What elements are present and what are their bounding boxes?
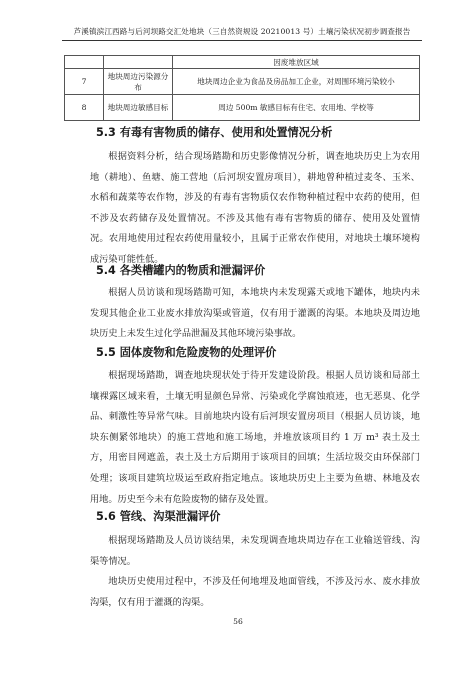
table-cell-desc: 地块周边企业为食品及房品加工企业，对周围环境污染较小 [173, 69, 420, 95]
paragraph-5-5 [90, 366, 420, 510]
table-cell-desc: 周边 500m 敏感目标有住宅、农用地、学校等 [173, 95, 420, 121]
paragraph-text: 根据人员访谈和现场踏勘可知，本地块内未发现露天或地下罐体，地块内未发现其他企业工业废水排放沟渠或管道，仅有用于灌溉的沟渠。本地块及周边地块历史上未发生过化学品泄漏及其他环境污染事故。 [90, 287, 420, 340]
table-cell-no: 7 [65, 69, 104, 95]
paragraph-text: 地块历史使用过程中，不涉及任何地埋及地面管线，不涉及污水、废水排放沟渠，仅有用于灌溉的沟渠。 [90, 576, 420, 608]
paragraph-5-6-a [90, 531, 420, 572]
table-cell: 因废堆放区域 [173, 56, 420, 69]
table-cell [65, 56, 104, 69]
section-heading-5-6: 5.6 管线、沟渠泄漏评价 [96, 510, 221, 523]
table-row [65, 69, 420, 95]
table-cell [104, 56, 173, 69]
table-cell-item: 地块周边污染源分布 [104, 69, 173, 95]
section-heading-5-3: 5.3 有毒有害物质的储存、使用和处置情况分析 [96, 126, 333, 139]
page-number: 56 [233, 617, 243, 626]
paragraph-5-4 [90, 283, 420, 345]
paragraph-5-6-b [90, 572, 420, 613]
table-cell-no: 8 [65, 95, 104, 121]
paragraph-text: 根据资料分析，结合现场踏勘和历史影像情况分析，调查地块历史上为农用地（耕地）、鱼塘、施工营地（后河坝安置房项目），耕地曾种植过麦冬、玉米、水稻和蔬菜等农作物，涉及的有毒有害物质仅农作物种植过程中农药的使用，但不涉及农药储存及处置情况。不涉及其他有毒有害物质的储存、使用及处置情况。农用地使用过程农药使用量较小，且属于正常农作使用，对地块土壤环境构成污染可能性低。 [90, 151, 420, 265]
table-cell-item: 地块周边敏感目标 [104, 95, 173, 121]
header-rule [62, 40, 422, 41]
section-heading-5-4: 5.4 各类槽罐内的物质和泄漏评价 [96, 264, 266, 277]
site-info-table [64, 55, 420, 121]
paragraph-text: 根据现场踏勘及人员访谈结果，未发现调查地块周边存在工业输送管线、沟渠等情况。 [90, 535, 420, 567]
paragraph-text: 根据现场踏勘，调查地块现状处于待开发建设阶段。根据人员访谈和局部土壤裸露区域来看，土壤无明显颜色异常、污染或化学腐蚀痕迹，也无恶臭、化学品、刺激性等异常气味。目前地块内设有后河坝安置房项目（根据人员访谈，地块东侧紧邻地块）的施工营地和施工场地，并堆放该项目约 1 万 m³ 表土及土方，用密目网遮盖，表土及土方后期用于该项目的回填；生活垃圾交由环保部门处理；该项目建筑垃圾运至政府指定地点。该地块历史上主要为鱼塘、林地及农用地。历史至今未有危险废物的储存及处置。 [90, 370, 420, 505]
table-row [65, 95, 420, 121]
paragraph-5-3 [90, 147, 420, 271]
table-row [65, 56, 420, 69]
running-header: 芦溪镇滨江西路与后河坝路交汇处地块（三自然资规设 20210013 号）土壤污染状况初步调查报告 [73, 27, 411, 36]
section-heading-5-5: 5.5 固体废物和危险废物的处理评价 [96, 346, 277, 359]
